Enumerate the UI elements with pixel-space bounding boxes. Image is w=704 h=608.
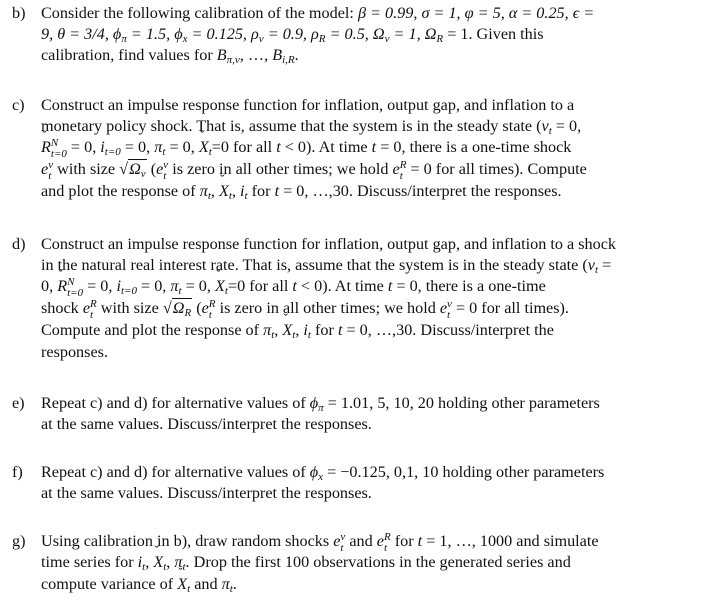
sqrt-symbol: $√\Omega_R$ bbox=[162, 299, 192, 319]
line: in the natural real interest rate. That is, assume that the system is in the steady state ($v_t$ = bbox=[41, 256, 612, 276]
line: at the same values. Discuss/interpret the responses. bbox=[41, 484, 372, 502]
line: shock e R t with size $√\Omega_R$ (e R t is zero in all other times; we hold e v t = 0 for all times). bbox=[41, 298, 569, 324]
line: Repeat c) and d) for alternative values of $\phi_\pi = 1.01$, 5, 10, 20 holding other parameters bbox=[41, 394, 600, 414]
line: 0, ˇ R N t=0 = 0, $i_{t=0} = 0$, $\pi_t = 0$, ˇ $X_t=0$ for all t < 0). At time t = 0, there is a one-time bbox=[41, 276, 546, 302]
line: compute variance of ˇ $X_t$ and $\pi_t$. bbox=[41, 574, 237, 600]
line: calibration, find values for $B_{\pi,v}$, …, $B_{i,R}$. bbox=[41, 46, 299, 66]
item-label: e) bbox=[12, 394, 25, 412]
item-label: b) bbox=[12, 4, 26, 22]
item-label: d) bbox=[12, 235, 26, 253]
line: 9, θ = 3/4, $\phi_\pi = 1.5$, $\phi_x = 0.125$, $\rho_v = 0.9$, $\rho_R = 0.5$, $\Omega_v = 1$, $\Omega_R = 1$. Given this bbox=[41, 25, 544, 45]
line: ˇ R N t=0 = 0, $i_{t=0} = 0$, $\pi_t = 0$, ˇ $X_t=0$ for all t < 0). At time t = 0, there is a one-time shock bbox=[41, 137, 571, 163]
line: and plot the response of $\pi_t$, ˇ $X_t$, $i_t$ for t = 0, …,30. Discuss/interpret the responses. bbox=[41, 181, 562, 207]
line: Construct an impulse response function for inflation, output gap, and inflation to a shock bbox=[41, 235, 616, 253]
item-label: c) bbox=[12, 96, 25, 114]
line: Construct an impulse response function for inflation, output gap, and inflation to a bbox=[41, 96, 575, 114]
item-label: g) bbox=[12, 532, 26, 550]
line: Consider the following calibration of the model: β = 0.99, σ = 1, φ = 5, α = 0.25, ϵ = bbox=[41, 4, 595, 22]
line: at the same values. Discuss/interpret the responses. bbox=[41, 415, 372, 433]
line: Using calibration in b), draw random shocks e v t and e R t for t = 1, …, 1000 and simulate bbox=[41, 531, 599, 554]
line: Compute and plot the response of $\pi_t$, ˇ $X_t$, $i_t$ for t = 0, …,30. Discuss/interpret the bbox=[41, 320, 554, 346]
line: time series for $i_t$, ˇ $X_t$, $\pi_t$. Drop the first 100 observations in the generated series and bbox=[41, 552, 571, 578]
sqrt-symbol: $√\Omega_v$ bbox=[119, 160, 146, 180]
line: monetary policy shock. That is, assume that the system is in the steady state ($v_t = 0$, bbox=[41, 117, 582, 137]
item-label: f) bbox=[12, 463, 23, 481]
line: e v t with size $√\Omega_v$ (e v t is zero in all other times; we hold e R t = 0 for all times). Compute bbox=[41, 159, 587, 185]
line: Repeat c) and d) for alternative values of $\phi_x = -0.125$, 0,1, 10 holding other parameters bbox=[41, 463, 605, 483]
line: responses. bbox=[41, 343, 108, 361]
